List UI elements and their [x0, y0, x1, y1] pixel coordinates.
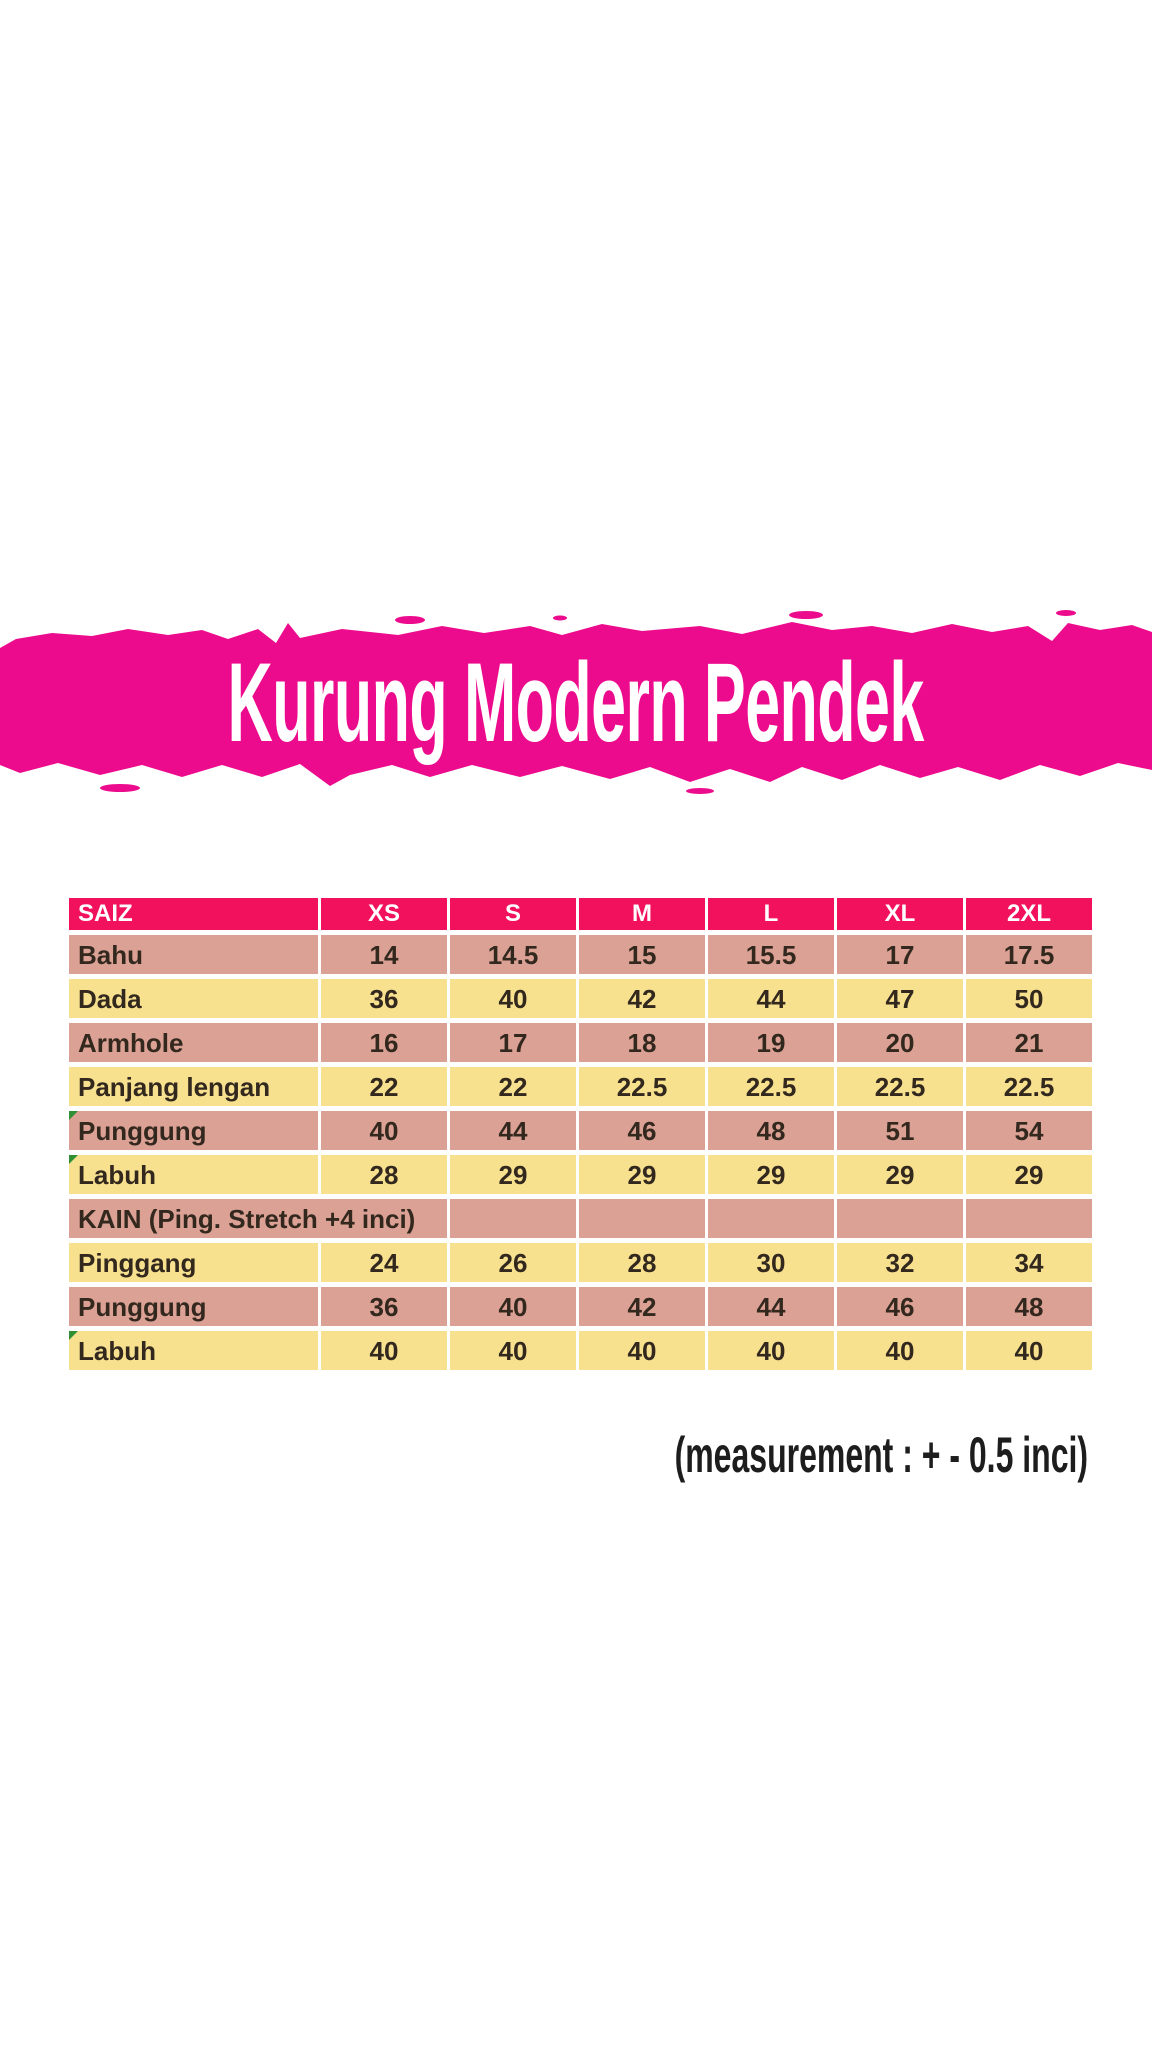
row-label-cell [68, 1329, 320, 1373]
value-cell: 54 [965, 1109, 1094, 1153]
value-cell [578, 1197, 707, 1241]
value-cell: 14.5 [449, 933, 578, 977]
value-cell: 47 [836, 977, 965, 1021]
value-cell: 36 [320, 977, 449, 1021]
value-cell: 20 [836, 1021, 965, 1065]
table-row [68, 1329, 1094, 1373]
row-label-cell [68, 1153, 320, 1197]
value-cell: 22 [320, 1065, 449, 1109]
value-cell: 18 [578, 1021, 707, 1065]
value-cell: 40 [707, 1329, 836, 1373]
value-cell: 46 [578, 1109, 707, 1153]
header-cell-size: M [578, 896, 707, 933]
value-cell: 22.5 [707, 1065, 836, 1109]
title-banner [0, 608, 1152, 803]
value-cell: 21 [965, 1021, 1094, 1065]
value-cell: 17 [449, 1021, 578, 1065]
value-cell: 42 [578, 1285, 707, 1329]
value-cell: 26 [449, 1241, 578, 1285]
value-cell: 29 [836, 1153, 965, 1197]
value-cell: 51 [836, 1109, 965, 1153]
row-label: Panjang lengan [78, 1071, 271, 1102]
value-cell: 36 [320, 1285, 449, 1329]
row-label-cell [68, 1241, 320, 1285]
value-cell [836, 1197, 965, 1241]
size-chart-table [66, 893, 1095, 1375]
value-cell: 22.5 [965, 1065, 1094, 1109]
value-cell: 50 [965, 977, 1094, 1021]
row-label-cell [68, 1065, 320, 1109]
table-row [68, 933, 1094, 977]
value-cell: 29 [449, 1153, 578, 1197]
value-cell: 17.5 [965, 933, 1094, 977]
row-label: Punggung [78, 1115, 207, 1146]
page-title-text: Kurung Modern Pendek [227, 640, 925, 765]
table-row [68, 1153, 1094, 1197]
value-cell: 22.5 [578, 1065, 707, 1109]
value-cell: 42 [578, 977, 707, 1021]
value-cell: 30 [707, 1241, 836, 1285]
value-cell: 40 [320, 1329, 449, 1373]
value-cell: 16 [320, 1021, 449, 1065]
table-row [68, 977, 1094, 1021]
header-cell-size: XL [836, 896, 965, 933]
size-chart [66, 893, 1092, 1375]
row-label: Labuh [78, 1159, 156, 1190]
value-cell: 44 [707, 977, 836, 1021]
value-cell: 19 [707, 1021, 836, 1065]
value-cell: 44 [707, 1285, 836, 1329]
table-row [68, 1021, 1094, 1065]
value-cell: 40 [320, 1109, 449, 1153]
row-label: Pinggang [78, 1247, 197, 1278]
value-cell: 24 [320, 1241, 449, 1285]
row-label: Bahu [78, 939, 143, 970]
value-cell: 40 [449, 1285, 578, 1329]
table-row [68, 1065, 1094, 1109]
row-label: Punggung [78, 1291, 207, 1322]
value-cell: 34 [965, 1241, 1094, 1285]
value-cell [449, 1197, 578, 1241]
value-cell: 40 [965, 1329, 1094, 1373]
measurement-note [442, 1428, 1088, 1483]
value-cell: 14 [320, 933, 449, 977]
value-cell: 46 [836, 1285, 965, 1329]
comment-marker-icon [69, 1331, 78, 1340]
header-row [68, 896, 1094, 933]
row-label-cell [68, 1285, 320, 1329]
table-row [68, 1285, 1094, 1329]
header-cell-size: 2XL [965, 896, 1094, 933]
table-row [68, 1109, 1094, 1153]
value-cell: 15.5 [707, 933, 836, 977]
row-label-cell [68, 933, 320, 977]
row-label-cell [68, 1021, 320, 1065]
value-cell: 44 [449, 1109, 578, 1153]
row-label-cell [68, 1197, 449, 1241]
value-cell: 48 [965, 1285, 1094, 1329]
value-cell: 29 [578, 1153, 707, 1197]
comment-marker-icon [69, 1111, 78, 1120]
row-label: Dada [78, 983, 142, 1014]
value-cell: 29 [965, 1153, 1094, 1197]
header-cell-size: XS [320, 896, 449, 933]
header-cell-saiz: SAIZ [68, 896, 320, 933]
value-cell [707, 1197, 836, 1241]
row-label: Labuh [78, 1335, 156, 1366]
value-cell: 32 [836, 1241, 965, 1285]
value-cell: 48 [707, 1109, 836, 1153]
comment-marker-icon [69, 1155, 78, 1164]
header-cell-size: L [707, 896, 836, 933]
value-cell: 17 [836, 933, 965, 977]
value-cell: 40 [578, 1329, 707, 1373]
value-cell: 28 [578, 1241, 707, 1285]
measurement-note-text: (measurement : + - 0.5 inci) [674, 1427, 1088, 1483]
header-cell-size: S [449, 896, 578, 933]
row-label-cell [68, 1109, 320, 1153]
value-cell [965, 1197, 1094, 1241]
table-row [68, 1241, 1094, 1285]
brush-stroke-background [0, 608, 1152, 803]
row-label: Armhole [78, 1027, 184, 1058]
value-cell: 40 [449, 1329, 578, 1373]
value-cell: 40 [836, 1329, 965, 1373]
value-cell: 40 [449, 977, 578, 1021]
table-row [68, 1197, 1094, 1241]
value-cell: 15 [578, 933, 707, 977]
value-cell: 22.5 [836, 1065, 965, 1109]
row-label-cell [68, 977, 320, 1021]
row-label: KAIN (Ping. Stretch +4 inci) [78, 1203, 416, 1234]
value-cell: 29 [707, 1153, 836, 1197]
value-cell: 22 [449, 1065, 578, 1109]
value-cell: 28 [320, 1153, 449, 1197]
